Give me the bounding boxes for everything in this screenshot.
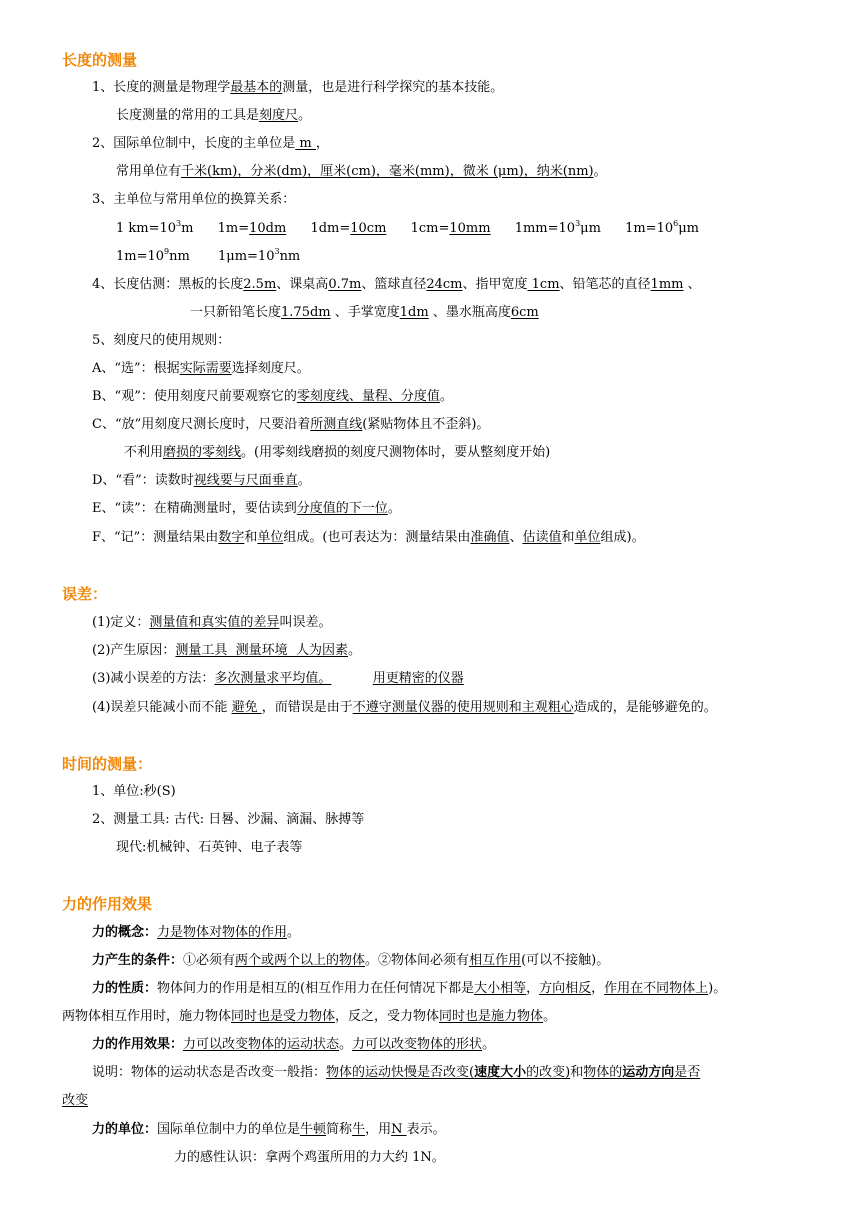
force-nature: 力的性质：物体间力的作用是相互的(相互作用力在任何情况下都是大小相等，方向相反，作用在不同物体上)。 <box>92 981 727 996</box>
length-line-1: 1、长度的测量是物理学最基本的测量，也是进行科学探究的基本技能。 <box>92 80 504 95</box>
length-line-2: 长度测量的常用的工具是刻度尺。 <box>116 108 312 123</box>
force-concept: 力的概念：力是物体对物体的作用。 <box>92 925 301 940</box>
length-line-4: 常用单位有千米(km)，分米(dm)，厘米(cm)，毫米(mm)，微米 (μm)，纳米(nm)。 <box>116 164 607 179</box>
force-effects-explanation: 说明：物体的运动状态是否改变一般指：物体的运动快慢是否改变(速度大小的改变)和物体的运动方向是否 <box>92 1065 701 1080</box>
error-cause: (2)产生原因：测量工具 测量环境 人为因素。 <box>92 643 361 658</box>
length-estimate-line-1: 4、长度估测：黑板的长度2.5m、课桌高0.7m、篮球直径24cm、指甲宽度 1cm、铅笔芯的直径1mm 、 <box>92 277 701 292</box>
section-title-error: 误差： <box>62 585 108 603</box>
ruler-rule-c-note: 不利用磨损的零刻线。(用零刻线磨损的刻度尺测物体时，要从整刻度开始) <box>124 445 551 460</box>
force-intuition: 力的感性认识：拿两个鸡蛋所用的力大约 1N。 <box>174 1150 445 1165</box>
length-line-3: 2、国际单位制中，长度的主单位是 m ， <box>92 136 329 151</box>
time-tools-ancient: 2、测量工具: 古代: 日晷、沙漏、滴漏、脉搏等 <box>92 812 365 827</box>
ruler-rule-f: F、“记”：测量结果由数字和单位组成。(也可表达为：测量结果由准确值、估读值和单位组成)。 <box>92 530 645 545</box>
error-reduce-method: (3)减小误差的方法：多次测量求平均值。 用更精密的仪器 <box>92 671 464 686</box>
ruler-rule-c: C、“放”用刻度尺测长度时，尺要沿着所测直线(紧贴物体且不歪斜)。 <box>92 417 490 432</box>
force-nature-continued: 两物体相互作用时，施力物体同时也是受力物体，反之，受力物体同时也是施力物体。 <box>62 1009 557 1024</box>
section-title-length: 长度的测量 <box>62 51 138 69</box>
conversion-line-2: $1m=10^9nm$ $1\mu m=10^3nm$ <box>116 247 301 264</box>
conversion-line-1: 1 $km=10^3m$ 1m=10dm 1dm=10cm 1cm=10mm $1mm=10^3\mu m$ $1m=10^6\mu m$ <box>116 219 699 236</box>
ruler-rules-title: 5、刻度尺的使用规则： <box>92 333 231 348</box>
ruler-rule-a: A、“选”：根据实际需要选择刻度尺。 <box>92 361 310 376</box>
section-title-time: 时间的测量： <box>62 755 153 773</box>
ruler-rule-d: D、“看”：读数时视线要与尺面垂直。 <box>92 473 311 488</box>
force-unit: 力的单位：国际单位制中力的单位是牛顿简称牛，用N 表示。 <box>92 1122 446 1137</box>
ruler-rule-b: B、“观”：使用刻度尺前要观察它的零刻度线、量程、分度值。 <box>92 389 453 404</box>
error-definition: (1)定义：测量值和真实值的差异叫误差。 <box>92 615 332 630</box>
section-title-force: 力的作用效果 <box>62 895 153 913</box>
force-effects: 力的作用效果：力可以改变物体的运动状态。力可以改变物体的形状。 <box>92 1037 496 1052</box>
time-tools-modern: 现代:机械钟、石英钟、电子表等 <box>116 840 303 855</box>
force-effects-explanation-continued: 改变 <box>62 1093 89 1108</box>
error-vs-mistake: (4)误差只能减小而不能 避免 ，而错误是由于不遵守测量仪器的使用规则和主观粗心造成的，是能够避免的。 <box>92 700 717 715</box>
force-conditions: 力产生的条件：①必须有两个或两个以上的物体。②物体间必须有相互作用(可以不接触)。 <box>92 953 610 968</box>
length-estimate-line-2: 一只新铅笔长度1.75dm 、手掌宽度1dm 、墨水瓶高度6cm <box>190 305 539 320</box>
ruler-rule-e: E、“读”：在精确测量时，要估读到分度值的下一位。 <box>92 501 401 516</box>
time-unit: 1、单位:秒(S) <box>92 784 176 799</box>
length-line-5: 3、主单位与常用单位的换算关系： <box>92 192 296 207</box>
